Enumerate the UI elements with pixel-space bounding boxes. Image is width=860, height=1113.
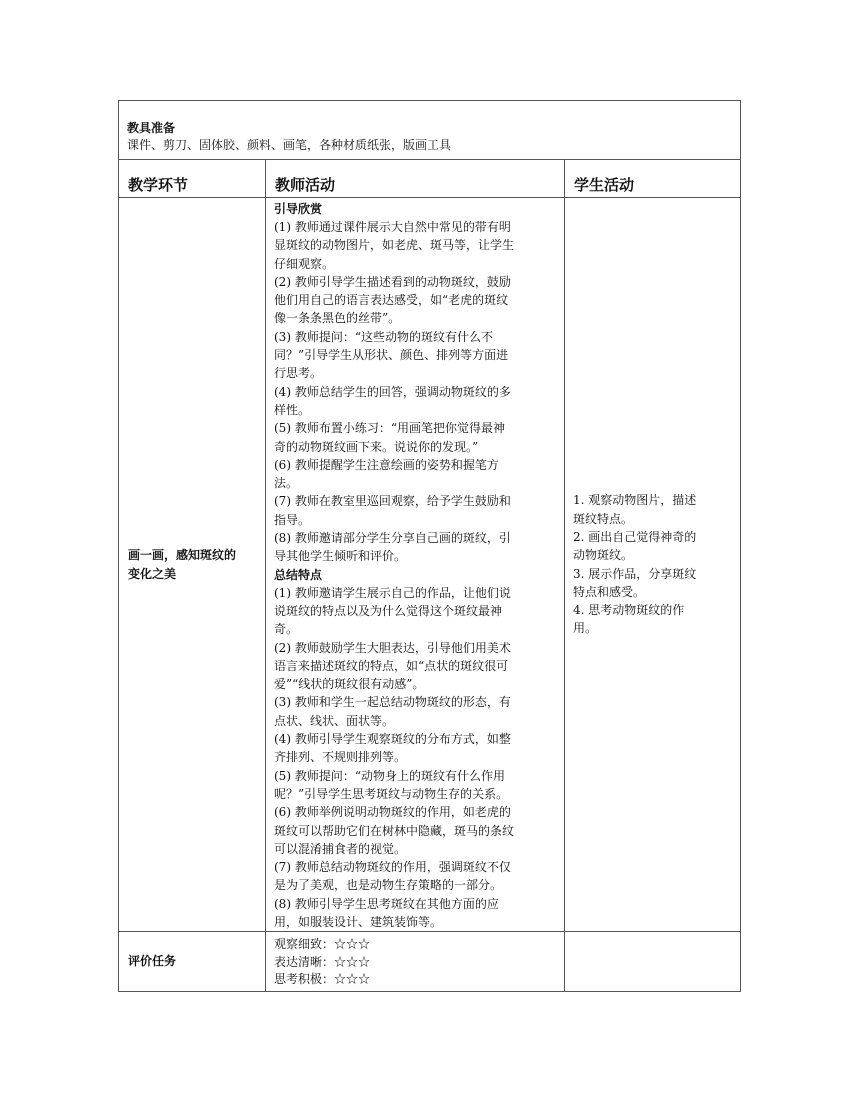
evaluation-item: 思考积极：☆☆☆ xyxy=(274,972,371,986)
activity-line: 斑纹可以帮助它们在树林中隐藏，斑马的条纹 xyxy=(274,823,515,838)
stage-title-line: 画一画，感知斑纹的 xyxy=(128,547,237,562)
list-item: 3. 展示作品，分享斑纹 xyxy=(573,566,697,581)
header-student: 学生活动 xyxy=(574,176,635,194)
activity-line: (7) 教师在教室里巡回观察，给予学生鼓励和 xyxy=(274,494,511,509)
activity-line: 指导。 xyxy=(274,512,311,527)
activity-line: (2) 教师引导学生描述看到的动物斑纹，鼓励 xyxy=(274,274,511,289)
activity-line: 仔细观察。 xyxy=(274,256,335,271)
activity-line: 奇。 xyxy=(274,622,299,637)
activity-line: (2) 教师鼓励学生大胆表达，引导他们用美术 xyxy=(274,640,511,655)
activity-line: 说斑纹的特点以及为什么觉得这个斑纹最神 xyxy=(274,603,503,618)
list-item: 特点和感受。 xyxy=(573,584,646,599)
activity-line: (5) 教师布置小练习：“用画笔把你觉得最神 xyxy=(274,421,505,436)
activity-line: 像一条条黑色的丝带”。 xyxy=(274,311,401,326)
stage-cell xyxy=(119,198,266,931)
evaluation-label-cell xyxy=(119,932,266,991)
header-teacher: 教师活动 xyxy=(266,160,565,197)
teacher-activity-cell xyxy=(266,198,565,931)
activity-line: 是为了美观，也是动物生存策略的一部分。 xyxy=(274,878,503,893)
activity-line: (4) 教师引导学生观察斑纹的分布方式，如整 xyxy=(274,732,511,747)
lesson-plan-table xyxy=(118,100,741,992)
activity-line: (7) 教师总结动物斑纹的作用，强调斑纹不仅 xyxy=(274,860,511,875)
activity-line: 他们用自己的语言表达感受，如“老虎的斑纹 xyxy=(274,293,509,308)
activity-line: 样性。 xyxy=(274,402,311,417)
section-heading: 引导欣赏 xyxy=(274,202,323,216)
evaluation-item: 观察细致：☆☆☆ xyxy=(274,937,371,951)
activity-line: (1) 教师通过课件展示大自然中常见的带有明 xyxy=(274,220,511,234)
evaluation-empty-cell xyxy=(565,932,740,991)
stage-title xyxy=(128,546,236,584)
activity-line: 用，如服装设计、建筑装饰等。 xyxy=(274,914,443,929)
student-activity-list xyxy=(573,491,696,637)
activity-line: 呢？”引导学生思考斑纹与动物生存的关系。 xyxy=(274,786,509,801)
table-header-row xyxy=(119,160,740,198)
stage-title-line: 变化之美 xyxy=(128,566,177,581)
activity-line: 爱”“线状的斑纹很有动感”。 xyxy=(274,677,425,692)
student-activity-cell xyxy=(565,198,740,931)
evaluation-label: 评价任务 xyxy=(128,954,177,968)
activity-line: (1) 教师邀请学生展示自己的作品，让他们说 xyxy=(274,585,511,600)
evaluation-row xyxy=(119,932,740,991)
activity-line: 显斑纹的动物图片，如老虎、斑马等，让学生 xyxy=(274,238,515,253)
activity-line: 齐排列、不规则排列等。 xyxy=(274,750,407,765)
evaluation-items-cell xyxy=(266,932,565,991)
activity-line: (8) 教师邀请部分学生分享自己画的斑纹，引 xyxy=(274,531,511,546)
activity-line: (5) 教师提问：“动物身上的斑纹有什么作用 xyxy=(274,768,505,783)
activity-line: 语言来描述斑纹的特点，如“点状的斑纹很可 xyxy=(274,658,509,673)
evaluation-item: 表达清晰：☆☆☆ xyxy=(274,954,371,969)
section-heading: 总结特点 xyxy=(274,567,323,582)
activity-line: (6) 教师提醒学生注意绘画的姿势和握笔方 xyxy=(274,457,499,472)
activity-line: (3) 教师提问：“这些动物的斑纹有什么不 xyxy=(274,329,493,344)
list-item: 1. 观察动物图片，描述 xyxy=(573,493,697,508)
activity-line: 同？”引导学生从形状、颜色、排列等方面进 xyxy=(274,348,509,363)
activity-line: (4) 教师总结学生的回答，强调动物斑纹的多 xyxy=(274,384,511,399)
list-item: 4. 思考动物斑纹的作 xyxy=(573,603,685,618)
list-item: 用。 xyxy=(573,621,598,636)
list-item: 动物斑纹。 xyxy=(573,548,634,563)
materials-heading: 教具准备 xyxy=(127,121,176,135)
activity-line: 奇的动物斑纹画下来。说说你的发现。” xyxy=(274,439,479,454)
activity-line: 导其他学生倾听和评价。 xyxy=(274,549,407,564)
activity-line: (3) 教师和学生一起总结动物斑纹的形态，有 xyxy=(274,695,511,710)
activity-line: 法。 xyxy=(274,476,299,491)
table-row xyxy=(119,198,740,932)
activity-line: 行思考。 xyxy=(274,366,323,381)
header-stage: 教学环节 xyxy=(119,160,266,197)
list-item: 2. 画出自己觉得神奇的 xyxy=(573,529,697,544)
materials-section xyxy=(119,101,740,160)
activity-line: (8) 教师引导学生思考斑纹在其他方面的应 xyxy=(274,896,499,911)
activity-line: 点状、线状、面状等。 xyxy=(274,713,395,728)
list-item: 斑纹特点。 xyxy=(573,511,634,526)
activity-line: 可以混淆捕食者的视觉。 xyxy=(274,841,407,856)
materials-text: 课件、剪刀、固体胶、颜料、画笔，各种材质纸张，版画工具 xyxy=(127,138,452,152)
activity-line: (6) 教师举例说明动物斑纹的作用，如老虎的 xyxy=(274,805,511,820)
